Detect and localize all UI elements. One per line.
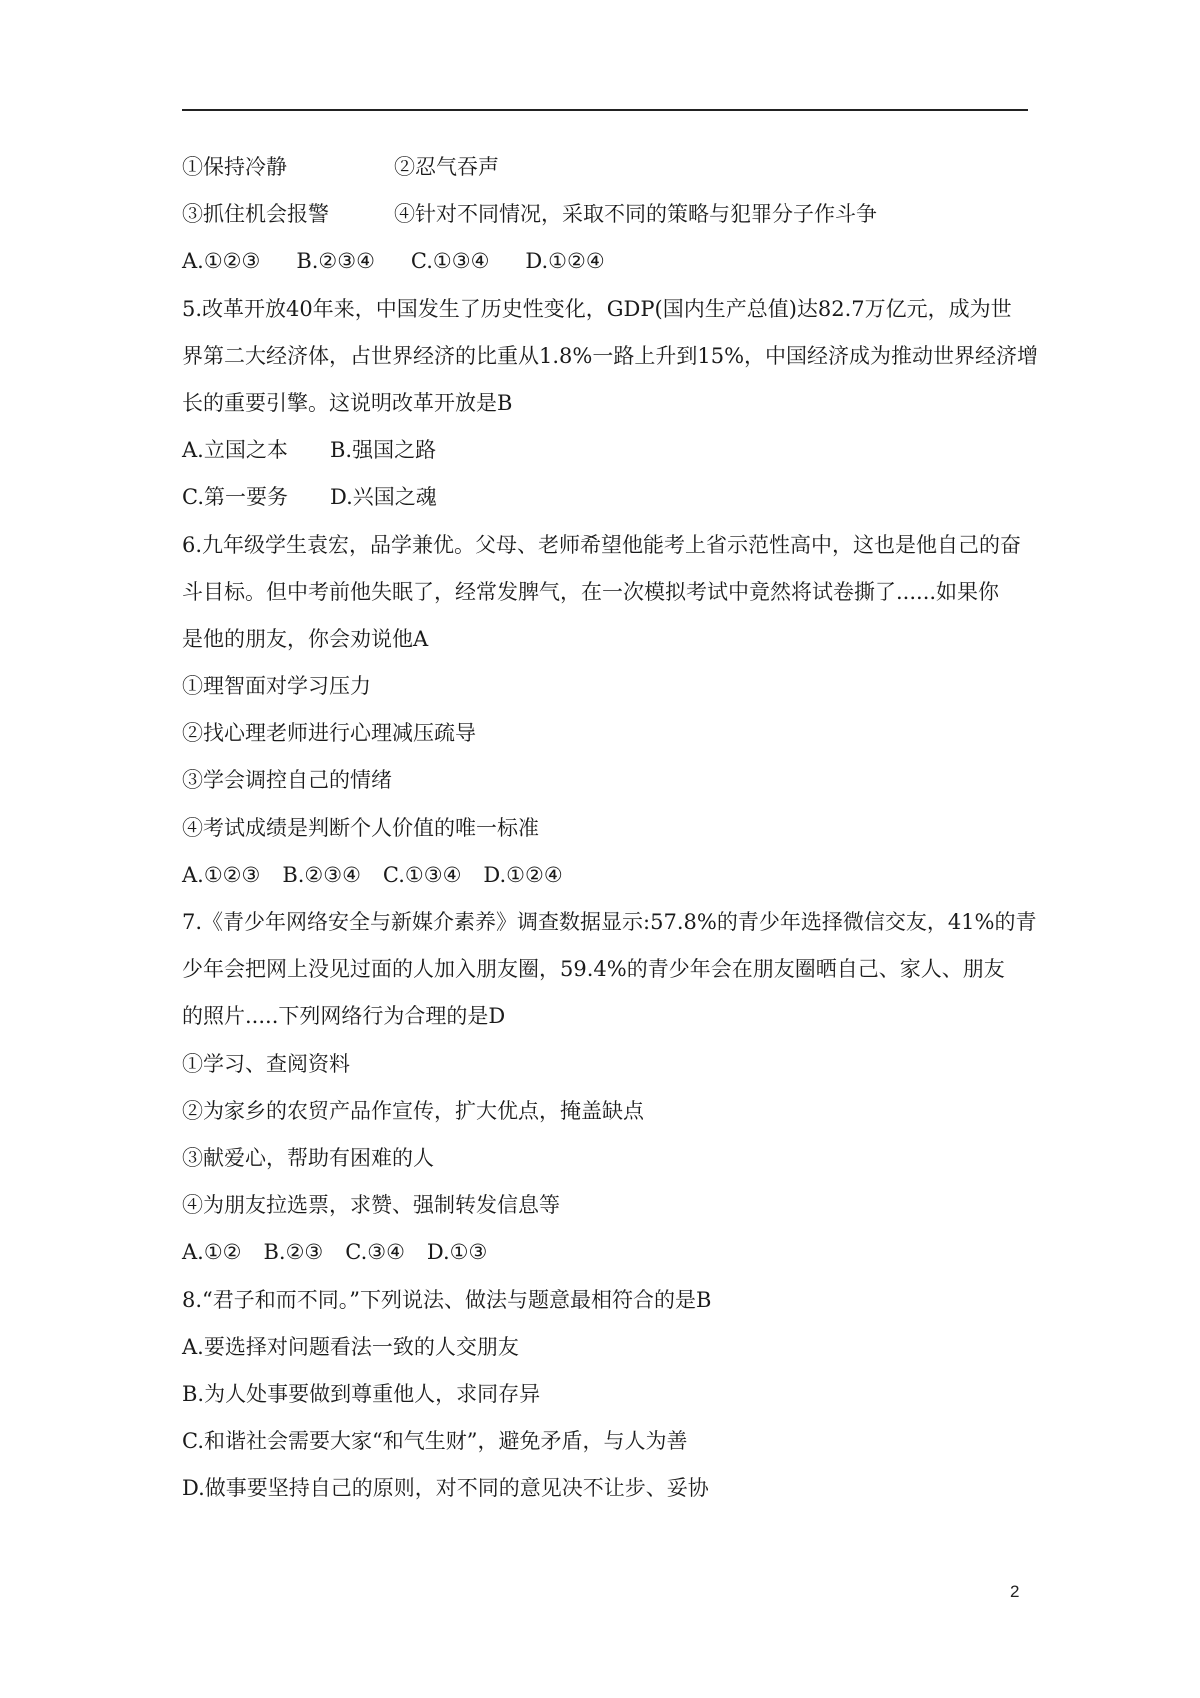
q6-item-2: ②找心理老师进行心理减压疏导 (182, 721, 476, 746)
page-number: 2 (1010, 1582, 1020, 1601)
q7-options (182, 1229, 1028, 1276)
q7-option-d: D.①③ (426, 1240, 488, 1265)
q8-stem: 8.“君子和而不同。”下列说法、做法与题意最相符合的是B (182, 1287, 712, 1312)
q8-option-b: B.为人处事要做到尊重他人，求同存异 (182, 1381, 541, 1406)
q5-option-b: B.强国之路 (330, 438, 437, 463)
q6-option-b: B.②③④ (282, 862, 361, 887)
q4-item-3: ③抓住机会报警 (182, 202, 329, 227)
q4-option-d: D.①②④ (525, 249, 605, 274)
q5-stem-line-2: 界第二大经济体，占世界经济的比重从1.8%一路上升到15%，中国经济成为推动世界经济增 (182, 343, 1039, 368)
q8-option-c: C.和谐社会需要大家“和气生财”，避免矛盾，与人为善 (182, 1429, 688, 1454)
q5-stem-line-1: 5.改革开放40年来，中国发生了历史性变化，GDP(国内生产总值)达82.7万亿元，成为世 (182, 296, 1012, 321)
q4-option-b: B.②③④ (296, 249, 375, 274)
q6-stem-line-3: 是他的朋友，你会劝说他A (182, 626, 429, 651)
q5-options-row-2 (182, 474, 1028, 521)
q7-stem-line-1: 7.《青少年网络安全与新媒介素养》调查数据显示:57.8%的青少年选择微信交友，41%的青 (182, 910, 1037, 934)
q8-option-d: D.做事要坚持自己的原则，对不同的意见决不让步、妥协 (182, 1476, 709, 1501)
q5-option-a: A.立国之本 (182, 438, 288, 463)
q7-item-3: ③献爱心，帮助有困难的人 (182, 1145, 434, 1170)
q4-item-2: ②忍气吞声 (394, 155, 499, 179)
q7-item-4: ④为朋友拉选票，求赞、强制转发信息等 (182, 1193, 560, 1218)
q6-stem-line-1: 6.九年级学生袁宏，品学兼优。父母、老师希望他能考上省示范性高中，这也是他自己的奋 (182, 532, 1022, 557)
header-rule (182, 109, 1028, 111)
q5-stem-line-3: 长的重要引擎。这说明改革开放是B (182, 390, 513, 415)
q4-item-4: ④针对不同情况，采取不同的策略与犯罪分子作斗争 (394, 202, 877, 227)
q7-stem-line-2: 少年会把网上没见过面的人加入朋友圈，59.4%的青少年会在朋友圈晒自己、家人、朋友 (182, 957, 1005, 982)
q5-options-row-1 (182, 427, 1028, 474)
q6-option-d: D.①②④ (483, 862, 563, 887)
q6-options (182, 852, 1028, 899)
q4-items-row-1 (182, 144, 1028, 191)
q7-option-b: B.②③ (263, 1240, 324, 1265)
q4-option-c: C.①③④ (410, 249, 490, 274)
q4-item-1: ①保持冷静 (182, 155, 287, 179)
q7-option-c: C.③④ (345, 1240, 405, 1265)
q7-item-2: ②为家乡的农贸产品作宣传，扩大优点，掩盖缺点 (182, 1098, 644, 1123)
q4-options (182, 238, 1028, 285)
q5-option-d: D.兴国之魂 (330, 485, 437, 510)
page-content (182, 144, 1039, 1512)
q7-stem-line-3: 的照片.....下列网络行为合理的是D (182, 1004, 506, 1029)
q6-item-4: ④考试成绩是判断个人价值的唯一标准 (182, 815, 539, 840)
q6-stem-line-2: 斗目标。但中考前他失眠了，经常发脾气，在一次模拟考试中竟然将试卷撕了......如果你 (182, 579, 1000, 604)
q8-option-a: A.要选择对问题看法一致的人交朋友 (182, 1334, 519, 1359)
q7-item-1: ①学习、查阅资料 (182, 1051, 350, 1076)
q7-option-a: A.①② (182, 1240, 242, 1265)
q4-items-row-2 (182, 191, 1028, 238)
q6-option-a: A.①②③ (182, 862, 261, 887)
q6-item-1: ①理智面对学习压力 (182, 674, 371, 699)
q6-option-c: C.①③④ (382, 862, 462, 887)
q6-item-3: ③学会调控自己的情绪 (182, 768, 392, 793)
q5-option-c: C.第一要务 (182, 485, 288, 510)
q4-option-a: A.①②③ (182, 249, 261, 274)
